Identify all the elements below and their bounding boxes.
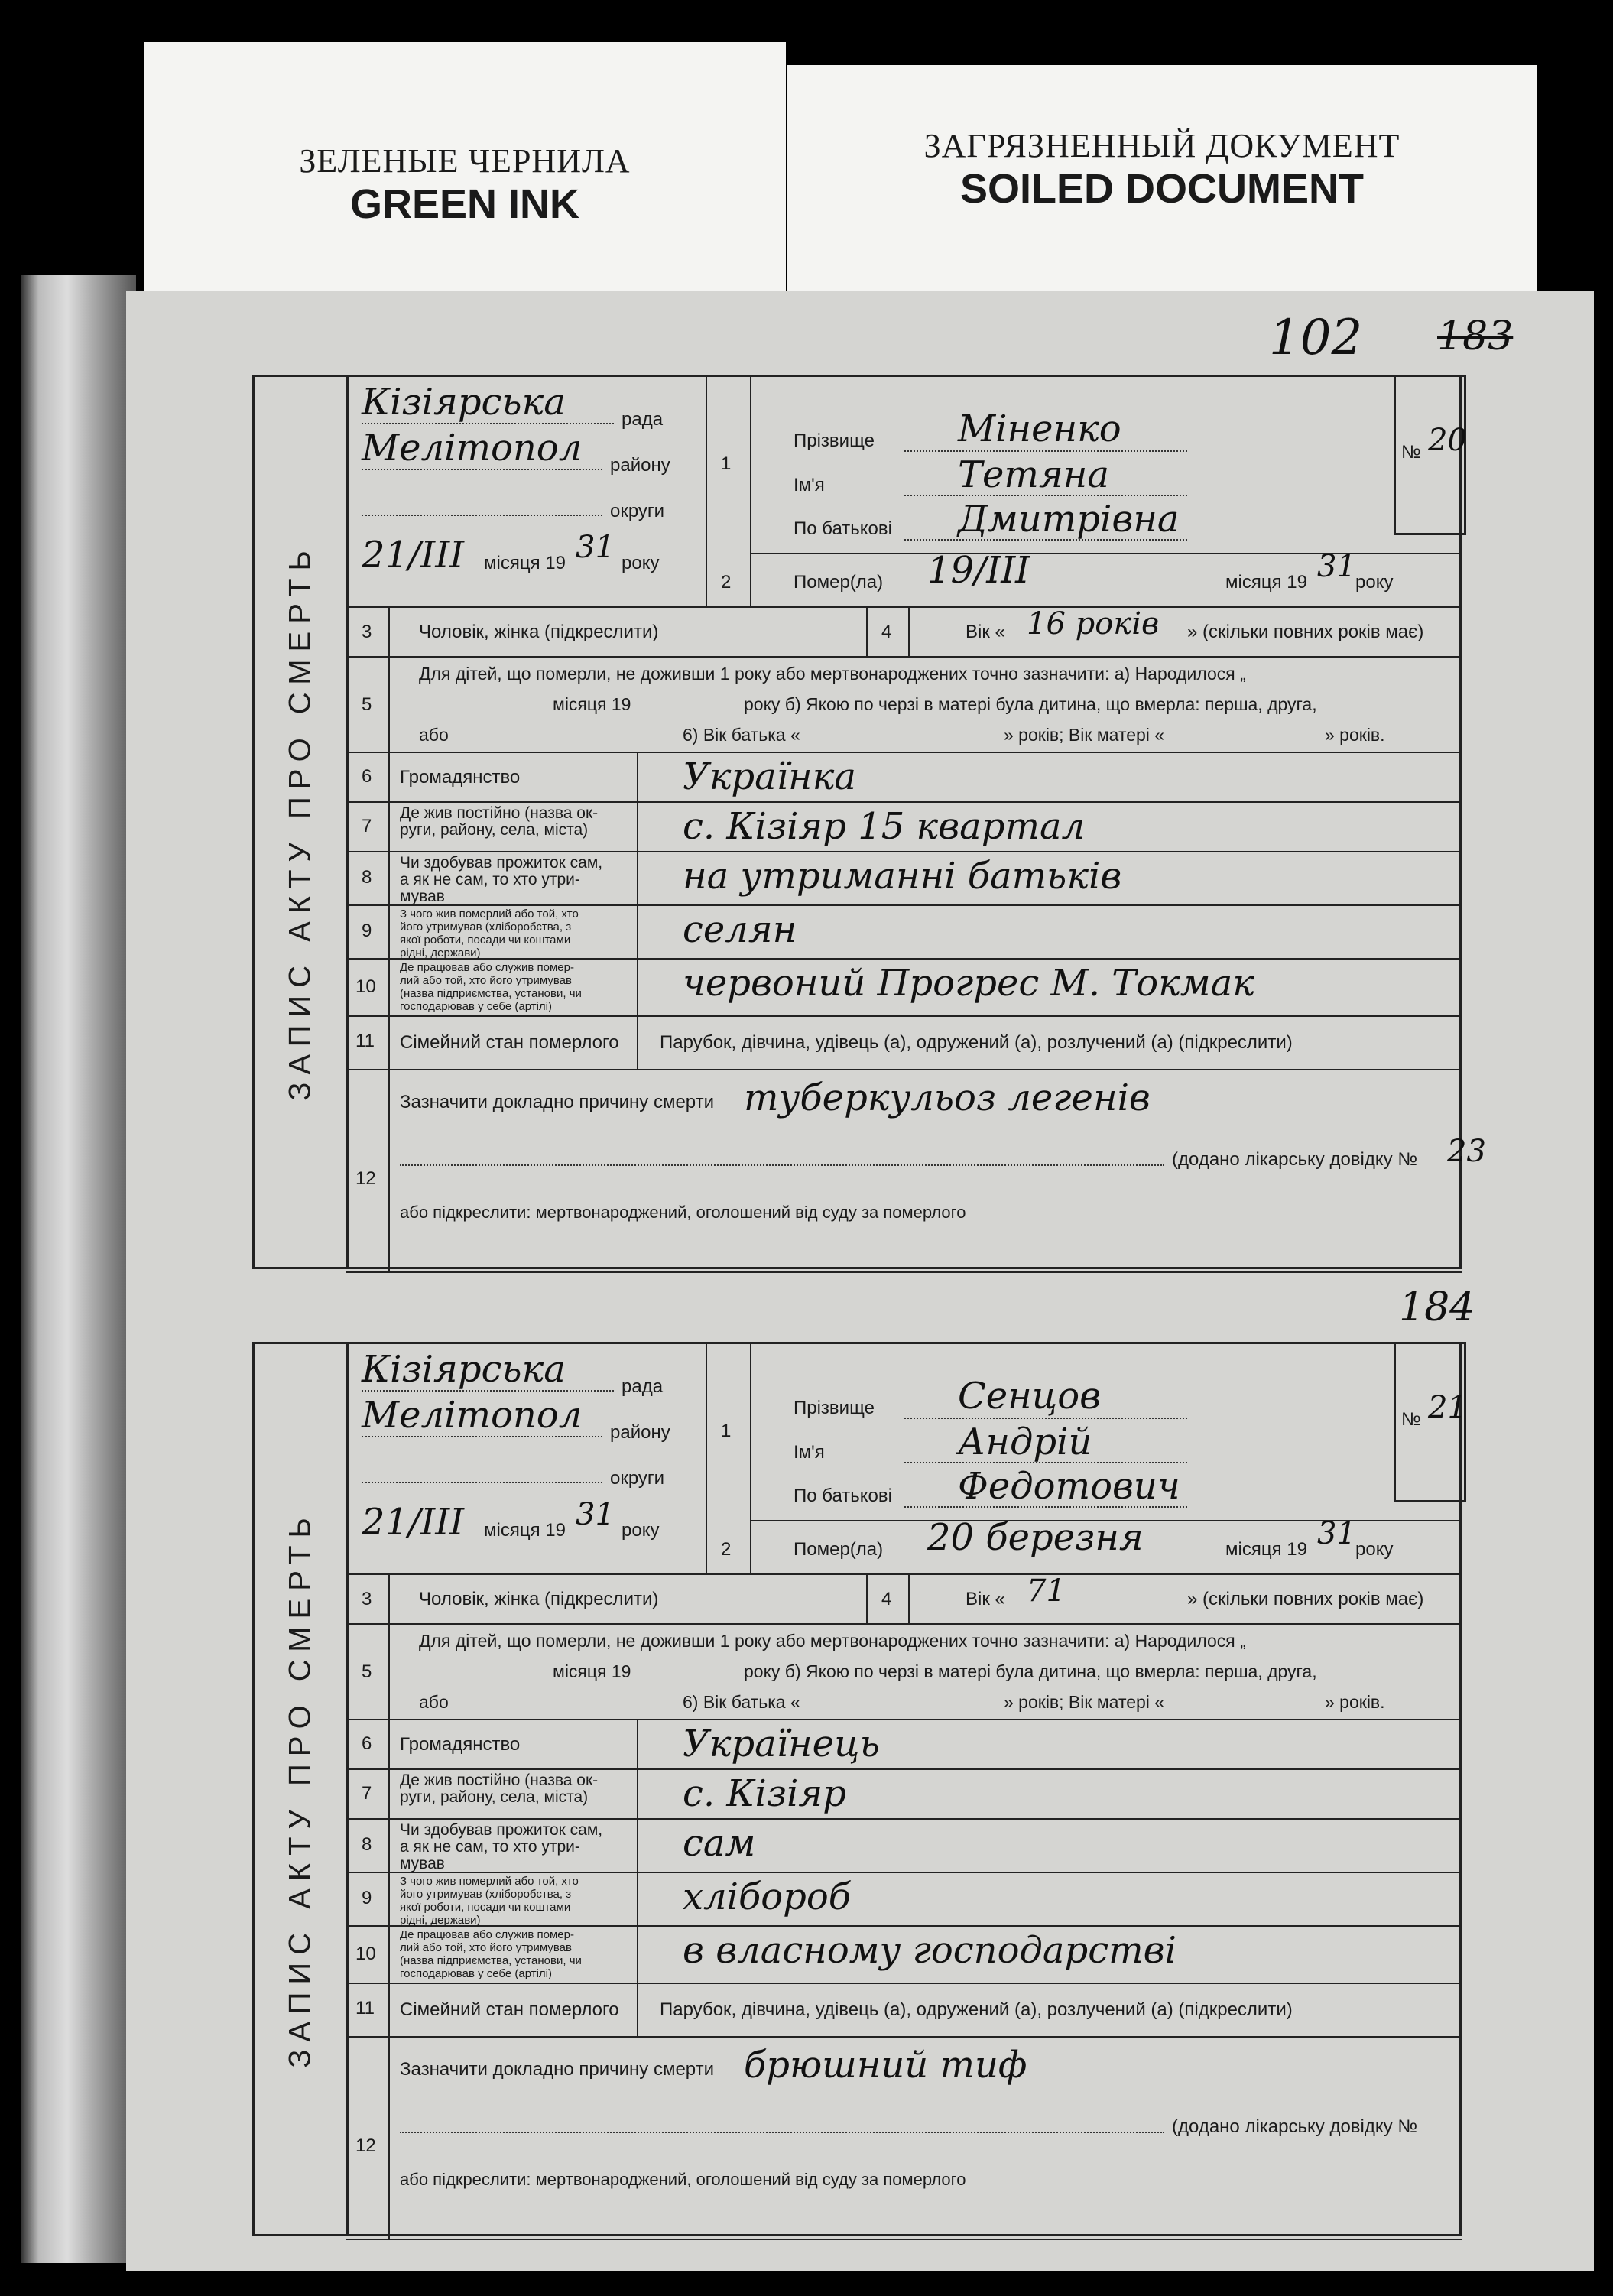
row7-label-line: Де жив постійно (назва ок- (400, 1772, 599, 1789)
row5-line3b: 6) Вік батька « (683, 1692, 800, 1712)
death-date-label: Помер(ла) (794, 1539, 884, 1560)
row-number: 2 (721, 1539, 732, 1560)
form-side-title (255, 1344, 349, 2234)
stillborn-label: або підкреслити: мертвонароджений, оголошений від суду за померлого (400, 2170, 966, 2189)
raion-value: Мелітопол (362, 427, 583, 469)
cause-label: Зазначити докладно причину смерти (400, 1092, 715, 1112)
row9-label-line: його утримував (хліборобства, з (400, 921, 572, 934)
work-value: в власному господарстві (683, 1929, 1176, 1972)
row-number: 12 (355, 1168, 376, 1189)
citizenship-value: Українець (683, 1723, 880, 1765)
raion-label: району (610, 455, 670, 476)
row-number: 10 (355, 1943, 376, 1964)
family-status-options: Парубок, дівчина, удівець (а), одружений (а), розлучений (а) (підкреслити) (660, 1999, 1293, 2020)
row9-label-line: якої роботи, посади чи коштами (400, 934, 571, 947)
record-date-year: 31 (576, 1497, 615, 1532)
row10-label-line: (назва підприємства, установи, чи (400, 987, 582, 1000)
age-value: 16 років (1027, 606, 1160, 641)
residence-value: с. Кізіяр 15 квартал (683, 805, 1086, 848)
death-record-form (252, 1342, 1467, 2236)
number-label: № (1401, 442, 1421, 463)
row5-line3d: » років. (1325, 725, 1385, 745)
row9-label-line: рідні, держави) (400, 1914, 481, 1927)
soiled-document-label-en: SOILED DOCUMENT (959, 166, 1364, 212)
row5-line3: або (419, 725, 449, 745)
work-value: червоний Прогрес М. Токмак (683, 962, 1254, 1005)
row5-line3d: » років. (1325, 1692, 1385, 1712)
family-status-label: Сімейний стан померлого (400, 1032, 619, 1053)
raion-label: району (610, 1422, 670, 1443)
green-ink-label-en: GREEN INK (349, 181, 580, 227)
death-date-label: Помер(ла) (794, 572, 884, 593)
certificate-value: 23 (1447, 1134, 1486, 1169)
row-number: 8 (362, 867, 372, 888)
support-value: на утриманні батьків (683, 855, 1122, 898)
row-number: 7 (362, 1782, 372, 1804)
hromadyanstvo-label: Громадянство (400, 1734, 521, 1755)
row5-line2b: року б) Якою по черзі в матері була дитина, що вмерла: перша, друга, (744, 1661, 1317, 1681)
number-label: № (1401, 1409, 1421, 1430)
citizenship-value: Українка (683, 755, 856, 798)
soiled-document-label-ru: ЗАГРЯЗНЕННЫЙ ДОКУМЕНТ (923, 127, 1400, 164)
cause-value: туберкульоз легенів (744, 1077, 1151, 1119)
okrugy-label: округи (610, 501, 665, 521)
page-number-mid: 184 (1399, 1284, 1475, 1330)
sex-label: Чоловік, жінка (підкреслити) (419, 622, 659, 642)
row-number: 4 (881, 622, 892, 642)
form-side-title (255, 377, 349, 1267)
side-title-text: ЗАПИС АКТУ ПРО СМЕРТЬ (283, 543, 317, 1101)
age-value: 71 (1027, 1573, 1066, 1609)
rada-label: рада (622, 1376, 664, 1397)
death-misyatsya-label: місяця 19 (1225, 1539, 1307, 1560)
age-tail-label: » (скільки повних років має) (1187, 622, 1424, 642)
hromadyanstvo-label: Громадянство (400, 767, 521, 788)
patronymic-label: По батькові (794, 518, 892, 539)
roku-label: року (622, 553, 660, 573)
patronymic-value: Дмитрівна (958, 498, 1180, 541)
row5-line2b: року б) Якою по черзі в матері була дитина, що вмерла: перша, друга, (744, 694, 1317, 714)
name-label: Ім'я (794, 1442, 825, 1463)
row-number: 1 (721, 1421, 732, 1441)
rada-value: Кізіярська (362, 381, 566, 424)
stillborn-label: або підкреслити: мертвонароджений, оголошений від суду за померлого (400, 1203, 966, 1222)
row8-label-line: Чи здобував прожиток сам, (400, 854, 603, 872)
surname-value: Сенцов (958, 1375, 1102, 1418)
row-number: 3 (362, 1589, 372, 1609)
row9-label-line: рідні, держави) (400, 947, 481, 960)
age-label: Вік « (966, 1589, 1005, 1609)
page-number-top-crossed: 183 (1437, 313, 1514, 359)
death-date-day: 20 березня (927, 1516, 1144, 1559)
row9-label-line: його утримував (хліборобства, з (400, 1888, 572, 1901)
row9-label-line: З чого жив померлий або той, хто (400, 1875, 579, 1888)
record-date-year: 31 (576, 530, 615, 565)
rada-value: Кізіярська (362, 1348, 566, 1391)
record-number: 21 (1428, 1390, 1467, 1425)
certificate-label: (додано лікарську довідку № (1172, 1149, 1418, 1170)
family-status-options: Парубок, дівчина, удівець (а), одружений (а), розлучений (а) (підкреслити) (660, 1032, 1293, 1053)
row5-line2: місяця 19 (553, 1661, 631, 1681)
sex-label: Чоловік, жінка (підкреслити) (419, 1589, 659, 1609)
name-value: Андрій (958, 1421, 1092, 1463)
surname-label: Прізвище (794, 430, 875, 451)
row-number: 12 (355, 2135, 376, 2156)
row8-label-line: а як не сам, то хто утри- (400, 1838, 580, 1856)
patronymic-value: Федотович (958, 1465, 1180, 1508)
row10-label-line: лий або той, хто його утримував (400, 974, 572, 987)
row10-label-line: (назва підприємства, установи, чи (400, 1954, 582, 1967)
row-number: 8 (362, 1834, 372, 1855)
row-number: 3 (362, 622, 372, 642)
row10-label-line: лий або той, хто його утримував (400, 1941, 572, 1954)
certificate-label: (додано лікарську довідку № (1172, 2116, 1418, 2137)
row8-label-line: мував (400, 1855, 445, 1872)
cause-label: Зазначити докладно причину смерти (400, 2059, 715, 2080)
row5-line3c: » років; Вік матері « (1004, 1692, 1165, 1712)
surname-value: Міненко (958, 408, 1121, 450)
livelihood-value: хлібороб (683, 1875, 852, 1918)
row9-label-line: З чого жив померлий або той, хто (400, 908, 579, 921)
row5-line3b: 6) Вік батька « (683, 725, 800, 745)
row-number: 4 (881, 1589, 892, 1609)
death-date-day: 19/ІІІ (927, 549, 1030, 592)
row-number: 11 (355, 1998, 375, 2018)
family-status-label: Сімейний стан померлого (400, 1999, 619, 2020)
support-value: сам (683, 1822, 756, 1865)
green-ink-label (144, 42, 786, 294)
raion-value: Мелітопол (362, 1394, 583, 1437)
row-number: 11 (355, 1031, 375, 1051)
death-record-form (252, 375, 1486, 1269)
misyatsya-label: місяця 19 (484, 553, 566, 573)
row10-label-line: господарював у себе (артілі) (400, 1000, 552, 1013)
row8-label-line: Чи здобував прожиток сам, (400, 1821, 603, 1839)
record-number: 20 (1428, 423, 1467, 458)
row8-label-line: мував (400, 888, 445, 905)
age-tail-label: » (скільки повних років має) (1187, 1589, 1424, 1609)
row10-label-line: господарював у себе (артілі) (400, 1967, 552, 1980)
death-roku-label: року (1355, 572, 1394, 593)
row10-label-line: Де працював або служив помер- (400, 961, 574, 974)
age-label: Вік « (966, 622, 1005, 642)
okrugy-label: округи (610, 1468, 665, 1489)
page-number-top: 102 (1269, 310, 1363, 366)
death-date-year: 31 (1317, 549, 1356, 584)
row-number: 6 (362, 765, 372, 787)
misyatsya-label: місяця 19 (484, 1520, 566, 1541)
binding-strip (21, 275, 136, 2263)
patronymic-label: По батькові (794, 1486, 892, 1506)
row-number: 2 (721, 572, 732, 593)
side-title-text: ЗАПИС АКТУ ПРО СМЕРТЬ (283, 1510, 317, 2068)
row9-label-line: якої роботи, посади чи коштами (400, 1901, 571, 1914)
rada-label: рада (622, 409, 664, 430)
row7-label-line: руги, району, села, міста) (400, 821, 589, 839)
row-number: 6 (362, 1733, 372, 1754)
row5-line1: Для дітей, що померли, не доживши 1 року або мертвонароджених точно зазначити: а) Народилося „ (419, 664, 1246, 684)
record-date-day: 21/ІІІ (362, 534, 465, 576)
row-number: 9 (362, 921, 372, 941)
record-date-day: 21/ІІІ (362, 1501, 465, 1544)
row7-label-line: Де жив постійно (назва ок- (400, 804, 599, 822)
row5-line3: або (419, 1692, 449, 1712)
roku-label: року (622, 1520, 660, 1541)
row-number: 7 (362, 815, 372, 836)
row8-label-line: а як не сам, то хто утри- (400, 871, 580, 888)
death-date-year: 31 (1317, 1516, 1356, 1551)
residence-value: с. Кізіяр (683, 1772, 846, 1815)
row5-line2: місяця 19 (553, 694, 631, 714)
name-label: Ім'я (794, 475, 825, 495)
death-misyatsya-label: місяця 19 (1225, 572, 1307, 593)
surname-label: Прізвище (794, 1398, 875, 1418)
livelihood-value: селян (683, 908, 797, 951)
row7-label-line: руги, району, села, міста) (400, 1788, 589, 1806)
soiled-document-label (787, 65, 1537, 310)
row5-line1: Для дітей, що померли, не доживши 1 року або мертвонароджених точно зазначити: а) Народилося „ (419, 1631, 1246, 1651)
death-roku-label: року (1355, 1539, 1394, 1560)
row-number: 9 (362, 1888, 372, 1908)
row-number: 5 (362, 1661, 372, 1682)
row-number: 1 (721, 453, 732, 474)
row-number: 10 (355, 976, 376, 997)
row5-line3c: » років; Вік матері « (1004, 725, 1165, 745)
row10-label-line: Де працював або служив помер- (400, 1928, 574, 1941)
name-value: Тетяна (958, 453, 1109, 496)
cause-value: брюшний тиф (744, 2044, 1027, 2087)
row-number: 5 (362, 694, 372, 715)
green-ink-label-ru: ЗЕЛЕНЫЕ ЧЕРНИЛА (299, 142, 631, 180)
